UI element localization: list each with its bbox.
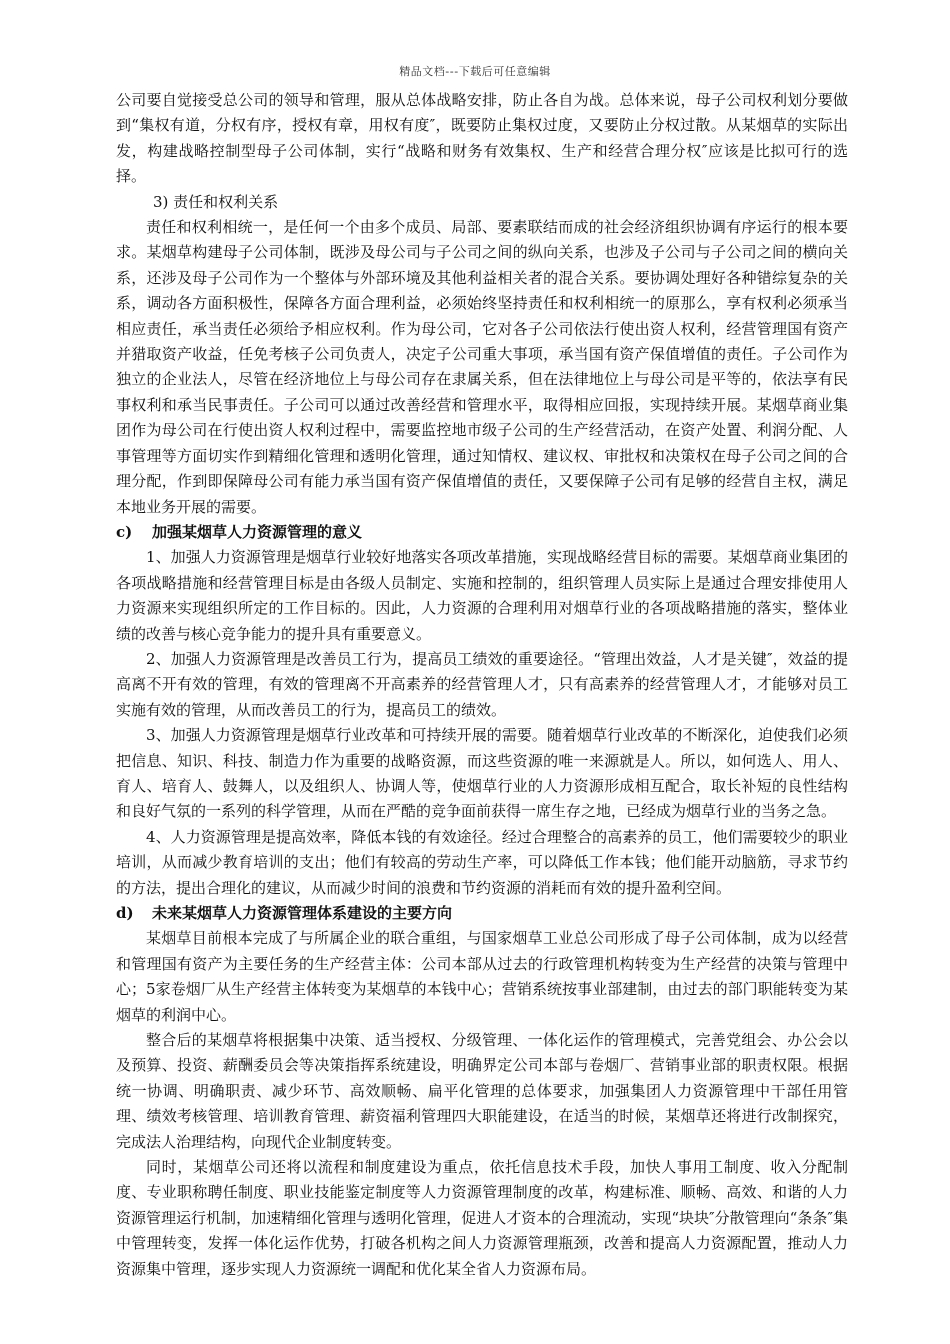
paragraph: 整合后的某烟草将根据集中决策、适当授权、分级管理、一体化运作的管理模式，完善党组会、办公会以及预算、投资、薪酬委员会等决策指挥系统建设，明确界定公司本部与卷烟厂、营销事业部的职责权限。根据统一协调、明确职责、减少环节、高效顺畅、扁平化管理的总体要求，加强集团人力资源管理中干部任用管理、绩效考核管理、培训教育管理、薪资福利管理四大职能建设，在适当的时候，某烟草还将进行改制探究，完成法人治理结构，向现代企业制度转变。 [116, 1031, 848, 1151]
paragraph: 1、加强人力资源管理是烟草行业较好地落实各项改革措施，实现战略经营目标的需要。某烟草商业集团的各项战略措施和经营管理目标是由各级人员制定、实施和控制的，组织管理人员实际上是通过合理安排使用人力资源来实现组织所定的工作目标的。因此，人力资源的合理利用对烟草行业的各项战略措施的落实，整体业绩的改善与核心竞争能力的提升具有重要意义。 [116, 548, 848, 643]
section-heading-c [116, 520, 848, 545]
document-body [116, 88, 848, 1282]
section-heading-d [116, 901, 848, 926]
page-header: 精品文档---下载后可任意编辑 [399, 65, 551, 78]
subsection-heading: 3) 责任和权利关系 [153, 192, 279, 211]
paragraph: 2、加强人力资源管理是改善员工行为，提高员工绩效的重要途径。“管理出效益，人才是关键″，效益的提高离不开有效的管理，有效的管理离不开高素养的经营管理人才，只有高素养的经营管理人才，才能够对员工实施有效的管理，从而改善员工的行为，提高员工的绩效。 [116, 649, 848, 719]
section-title: 未来某烟草人力资源管理体系建设的主要方向 [152, 904, 453, 922]
paragraph: 3、加强人力资源管理是烟草行业改革和可持续开展的需要。随着烟草行业改革的不断深化，迫使我们必须把信息、知识、科技、制造力作为重要的战略资源，而这些资源的唯一来源就是人。所以，如何选人、用人、育人、培育人、鼓舞人，以及组织人、协调人等，使烟草行业的人力资源形成相互配合，取长补短的良性结构和良好气氛的一系列的科学管理，从而在严酷的竞争面前获得一席生存之地，已经成为烟草行业的当务之急。 [116, 726, 848, 821]
section-label: d) [116, 904, 134, 922]
paragraph: 同时，某烟草公司还将以流程和制度建设为重点，依托信息技术手段，加快人事用工制度、收入分配制度、专业职称聘任制度、职业技能鉴定制度等人力资源管理制度的改革，构建标准、顺畅、高效、和谐的人力资源管理运行机制，加速精细化管理与透明化管理，促进人才资本的合理流动，实现“块块″分散管理向“条条″集中管理转变，发挥一体化运作优势，打破各机构之间人力资源管理瓶颈，改善和提高人力资源配置，推动人力资源集中管理，逐步实现人力资源统一调配和优化某全省人力资源布局。 [116, 1158, 848, 1278]
paragraph: 某烟草目前根本完成了与所属企业的联合重组，与国家烟草工业总公司形成了母子公司体制，成为以经营和管理国有资产为主要任务的生产经营主体：公司本部从过去的行政管理机构转变为生产经营的决策与管理中心；5家卷烟厂从生产经营主体转变为某烟草的本钱中心；营销系统按事业部建制，由过去的部门职能转变为某烟草的利润中心。 [116, 929, 848, 1024]
section-title: 加强某烟草人力资源管理的意义 [152, 522, 363, 541]
paragraph-continuation: 公司要自觉接受总公司的领导和管理，服从总体战略安排，防止各自为战。总体来说，母子公司权利划分要做到“集权有道，分权有序，授权有章，用权有度″，既要防止集权过度，又要防止分权过散。从某烟草的实际出发，构建战略控制型母子公司体制，实行“战略和财务有效集权、生产和经营合理分权″应该是比拟可行的选择。 [116, 91, 848, 186]
section-label: c) [116, 522, 133, 541]
paragraph: 4、人力资源管理是提高效率，降低本钱的有效途径。经过合理整合的高素养的员工，他们需要较少的职业培训，从而减少教育培训的支出；他们有较高的劳动生产率，可以降低工作本钱；他们能开动脑筋，寻求节约的方法，提出合理化的建议，从而减少时间的浪费和节约资源的消耗而有效的提升盈利空间。 [116, 827, 848, 897]
paragraph: 责任和权利相统一，是任何一个由多个成员、局部、要素联结而成的社会经济组织协调有序运行的根本要求。某烟草构建母子公司体制，既涉及母公司与子公司之间的纵向关系，也涉及子公司与子公司之间的横向关系，还涉及母子公司作为一个整体与外部环境及其他利益相关者的混合关系。要协调处理好各种错综复杂的关系，调动各方面积极性，保障各方面合理利益，必须始终坚持责任和权利相统一的原那么，享有权利必须承当相应责任，承当责任必须给予相应权利。作为母公司，它对各子公司依法行使出资人权利，经营管理国有资产并猎取资产收益，任免考核子公司负责人，决定子公司重大事项，承当国有资产保值增值的责任。子公司作为独立的企业法人，尽管在经济地位上与母公司存在隶属关系，但在法律地位上与母公司是平等的，依法享有民事权利和承当民事责任。子公司可以通过改善经营和管理水平，取得相应回报，实现持续开展。某烟草商业集团作为母公司在行使出资人权利过程中，需要监控地市级子公司的生产经营活动，在资产处置、利润分配、人事管理等方面切实作到精细化管理和透明化管理，通过知情权、建议权、审批权和决策权在母子公司之间的合理分配，作到即保障母公司有能力承当国有资产保值增值的责任，又要保障子公司有足够的经营自主权，满足本地业务开展的需要。 [116, 218, 848, 516]
